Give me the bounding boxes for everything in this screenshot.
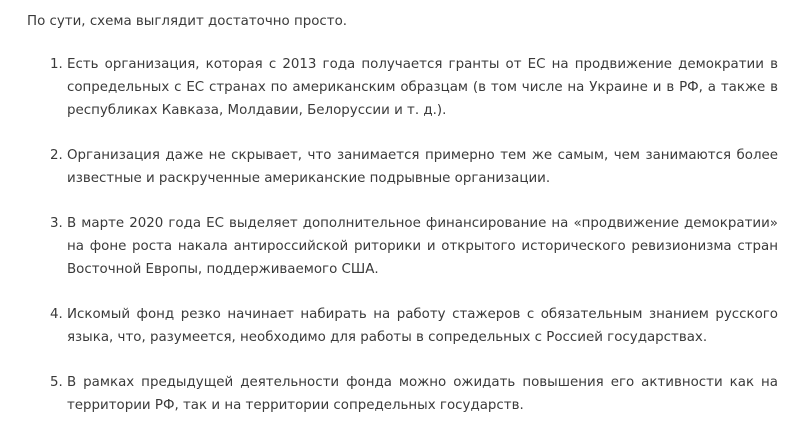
list-item	[50, 303, 778, 349]
list-item-text: Есть организация, которая с 2013 года получается гранты от ЕС на продвижение демократии в сопредельных с ЕС странах по американским образцам (в том числе на Украине и в РФ, а также в республиках Кавказа, Молдавии, Белоруссии и т. д.).	[67, 57, 778, 118]
list-item-number: 2.	[50, 148, 63, 163]
list-item-text: В рамках предыдущей деятельности фонда можно ожидать повышения его активности как на территории РФ, так и на территории сопредельных государств.	[67, 375, 778, 413]
list-item-number: 1.	[50, 57, 63, 72]
list-item-number: 5.	[50, 375, 63, 390]
list-item-number: 4.	[50, 307, 63, 322]
list-item	[50, 144, 778, 190]
list-item-text: Искомый фонд резко начинает набирать на работу стажеров с обязательным знанием русского языка, что, разумеется, необходимо для работы в сопредельных с Россией государствах.	[67, 307, 778, 345]
list-item	[50, 53, 778, 122]
list-item-number: 3.	[50, 216, 63, 231]
list-item	[50, 371, 778, 417]
list-item-text: В марте 2020 года ЕС выделяет дополнительное финансирование на «продвижение демократии» на фоне роста накала антироссийской риторики и открытого исторического ревизионизма стран Восточной Европы, поддерживаемого США.	[67, 216, 778, 277]
list-item	[50, 212, 778, 281]
list-item-text: Организация даже не скрывает, что занимается примерно тем же самым, чем занимаются более известные и раскрученные американские подрывные организации.	[67, 148, 778, 186]
intro-paragraph: По сути, схема выглядит достаточно просто.	[27, 14, 348, 29]
numbered-list	[27, 53, 778, 417]
